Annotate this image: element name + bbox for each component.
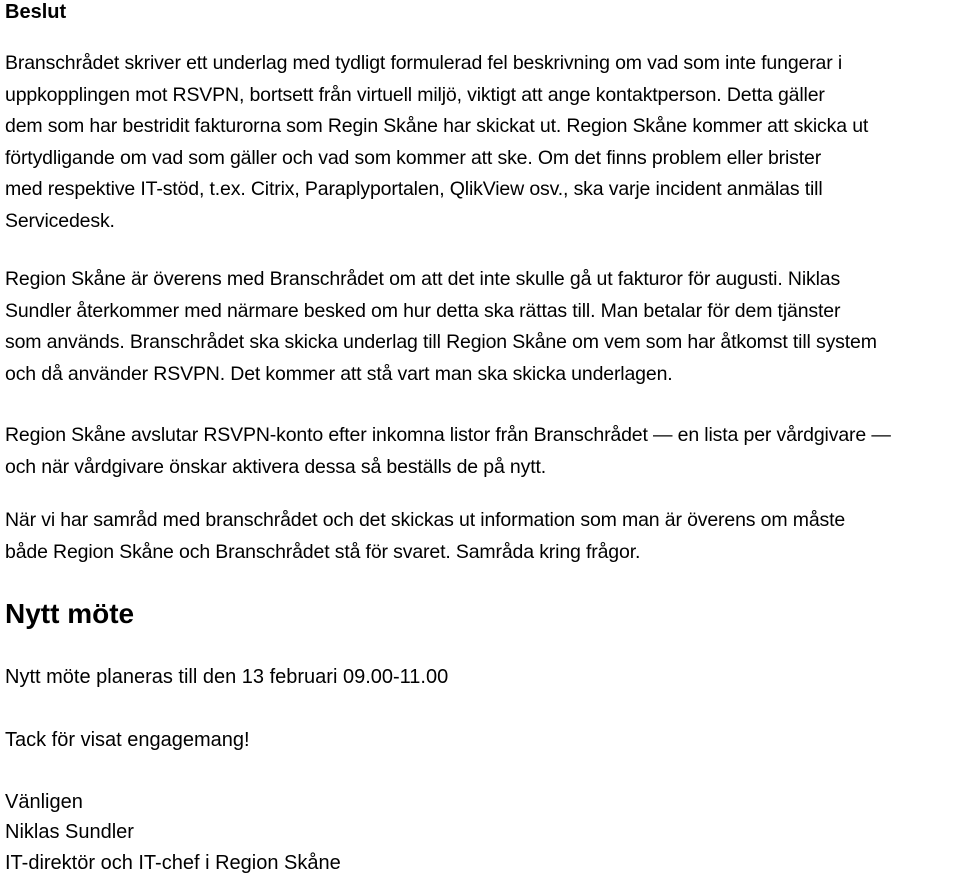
signer-name: Niklas Sundler bbox=[5, 821, 134, 843]
paragraph-line: med respektive IT-stöd, t.ex. Citrix, Paraplyportalen, QlikView osv., ska varje incident anmälas till bbox=[5, 178, 823, 200]
closing-text: Vänligen bbox=[5, 791, 83, 813]
paragraph-line: dem som har bestridit fakturorna som Regin Skåne har skickat ut. Region Skåne kommer att skicka ut bbox=[5, 115, 869, 137]
paragraph-line: och då använder RSVPN. Det kommer att stå vart man ska skicka underlagen. bbox=[5, 362, 673, 385]
paragraph-line: Sundler återkommer med närmare besked om hur detta ska rättas till. Man betalar för dem tjänster bbox=[5, 299, 841, 322]
paragraph-line: och när vårdgivare önskar aktivera dessa så beställs de på nytt. bbox=[5, 455, 547, 478]
paragraph-line: Servicedesk. bbox=[5, 209, 115, 232]
paragraph-line: uppkopplingen mot RSVPN, bortsett från virtuell miljö, viktigt att ange kontaktperson. Detta gäller bbox=[5, 83, 825, 106]
paragraph-line: Region Skåne är överens med Branschrådet om att det inte skulle gå ut fakturor för augusti. Niklas bbox=[5, 268, 841, 290]
thanks-text: Tack för visat engagemang! bbox=[5, 729, 250, 751]
paragraph-line: förtydligande om vad som gäller och vad som kommer att ske. Om det finns problem eller brister bbox=[5, 146, 822, 169]
paragraph-line: som används. Branschrådet ska skicka underlag till Region Skåne om vem som har åtkomst till system bbox=[5, 331, 877, 353]
paragraph-line: både Region Skåne och Branschrådet stå för svaret. Samråda kring frågor. bbox=[5, 540, 641, 563]
meeting-text: Nytt möte planeras till den 13 februari 09.00-11.00 bbox=[5, 666, 449, 688]
paragraph-line: Region Skåne avslutar RSVPN-konto efter inkomna listor från Branschrådet — en lista per vårdgivare — bbox=[5, 424, 891, 446]
paragraph-3 bbox=[5, 420, 960, 483]
nytt-mote-heading: Nytt möte bbox=[5, 598, 135, 629]
paragraph-line: När vi har samråd med branschrådet och det skickas ut information som man är överens om måste bbox=[5, 509, 846, 531]
beslut-heading: Beslut bbox=[5, 1, 67, 23]
paragraph-2 bbox=[5, 264, 960, 390]
paragraph-4 bbox=[5, 505, 960, 568]
paragraph-line: Branschrådet skriver ett underlag med tydligt formulerad fel beskrivning om vad som inte fungerar i bbox=[5, 52, 843, 74]
paragraph-1 bbox=[5, 48, 960, 237]
signer-title: IT-direktör och IT-chef i Region Skåne bbox=[5, 852, 341, 874]
